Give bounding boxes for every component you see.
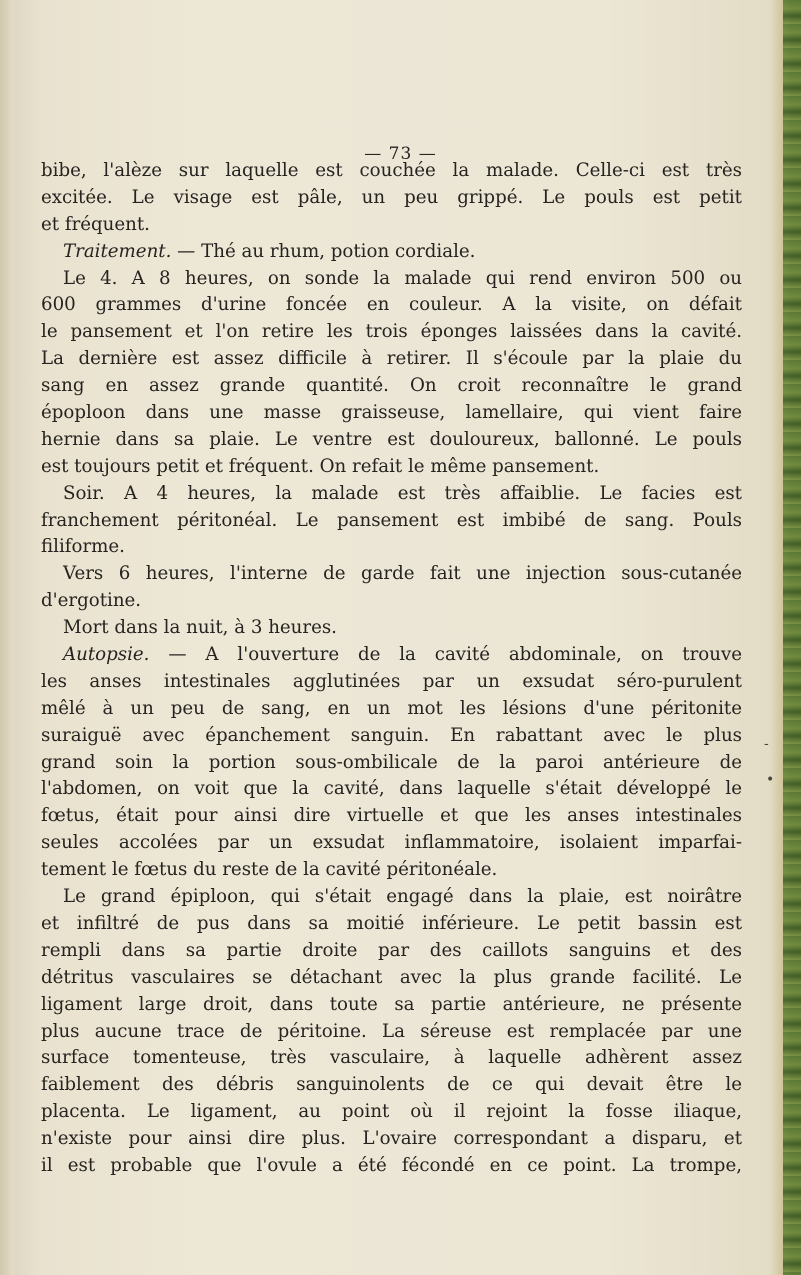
line-text: les anses intestinales agglutinées par un exsudat séro-purulent	[41, 670, 742, 692]
line-text: filiforme.	[41, 536, 125, 558]
body-text	[41, 158, 742, 1180]
line-text: tement le fœtus du reste de la cavité péritonéale.	[41, 859, 498, 881]
section-lead: Traitement.	[63, 240, 172, 262]
text-line	[41, 1126, 742, 1153]
text-line	[41, 346, 742, 373]
text-line	[41, 1072, 742, 1099]
line-text: détritus vasculaires se détachant avec la plus grande facilité. Le	[41, 966, 742, 988]
line-text: La dernière est assez difficile à retirer. Il s'écoule par la plaie du	[41, 348, 742, 370]
text-line	[41, 481, 742, 508]
page-gutter	[0, 0, 14, 1275]
line-text: Soir. A 4 heures, la malade est très affaiblie. Le facies est	[63, 482, 742, 504]
section-lead: Autopsie.	[63, 644, 150, 666]
line-text: surface tomenteuse, très vasculaire, à laquelle adhèrent assez	[41, 1047, 742, 1069]
line-text: Le grand épiploon, qui s'était engagé dans la plaie, est noirâtre	[63, 886, 742, 908]
text-line	[41, 803, 742, 830]
line-text: faiblement des débris sanguinolents de ce qui devait être le	[41, 1074, 742, 1096]
line-text: et infiltré de pus dans sa moitié inférieure. Le petit bassin est	[41, 912, 742, 934]
line-text: Vers 6 heures, l'interne de garde fait une injection sous-cutanée	[63, 563, 742, 585]
line-text: placenta. Le ligament, au point où il rejoint la fosse iliaque,	[41, 1101, 742, 1123]
text-line	[41, 669, 742, 696]
page-number: — 73 —	[364, 144, 437, 164]
text-line	[41, 1045, 742, 1072]
text-line	[41, 938, 742, 965]
text-line	[41, 1099, 742, 1126]
text-line	[41, 534, 742, 561]
line-text: mêlé à un peu de sang, en un mot les lésions d'une péritonite	[41, 697, 742, 719]
text-line	[41, 400, 742, 427]
text-line	[41, 776, 742, 803]
text-line	[41, 992, 742, 1019]
text-line	[41, 373, 742, 400]
text-line	[41, 1019, 742, 1046]
text-line	[41, 615, 742, 642]
text-line	[41, 508, 742, 535]
line-text: hernie dans sa plaie. Le ventre est douloureux, ballonné. Le pouls	[41, 428, 742, 450]
line-text: sang en assez grande quantité. On croit reconnaître le grand	[41, 375, 742, 397]
text-line	[41, 750, 742, 777]
text-line	[41, 911, 742, 938]
line-text: 600 grammes d'urine foncée en couleur. A la visite, on défait	[41, 294, 742, 316]
text-line	[41, 292, 742, 319]
line-text: Mort dans la nuit, à 3 heures.	[63, 617, 337, 639]
line-text: n'existe pour ainsi dire plus. L'ovaire correspondant a disparu, et	[41, 1128, 742, 1150]
line-text: suraiguë avec épanchement sanguin. En rabattant avec le plus	[41, 724, 742, 746]
line-text: l'abdomen, on voit que la cavité, dans laquelle s'était développé le	[41, 778, 742, 800]
text-line	[41, 588, 742, 615]
line-text: époploon dans une masse graisseuse, lamellaire, qui vient faire	[41, 402, 742, 424]
text-line	[41, 723, 742, 750]
line-text: grand soin la portion sous-ombilicale de la paroi antérieure de	[41, 751, 742, 773]
text-line	[41, 212, 742, 239]
text-line	[41, 884, 742, 911]
line-text: excitée. Le visage est pâle, un peu grippé. Le pouls est petit	[41, 186, 742, 208]
text-line	[41, 830, 742, 857]
margin-mark: -	[764, 736, 769, 752]
text-line	[41, 642, 742, 669]
text-line	[41, 266, 742, 293]
text-line	[41, 239, 742, 266]
line-text: franchement péritonéal. Le pansement est imbibé de sang. Pouls	[41, 509, 742, 531]
text-line	[41, 158, 742, 185]
line-text: est toujours petit et fréquent. On refait le même pansement.	[41, 455, 600, 477]
line-text: le pansement et l'on retire les trois éponges laissées dans la cavité.	[41, 321, 742, 343]
line-text: ligament large droit, dans toute sa partie antérieure, ne présente	[41, 993, 742, 1015]
text-line	[41, 427, 742, 454]
line-text: Le 4. A 8 heures, on sonde la malade qui rend environ 500 ou	[63, 267, 742, 289]
line-text: d'ergotine.	[41, 590, 142, 612]
text-line	[41, 696, 742, 723]
book-binding-edge	[783, 0, 801, 1275]
text-line	[41, 454, 742, 481]
text-line	[41, 185, 742, 212]
text-line	[41, 1153, 742, 1180]
line-text: et fréquent.	[41, 213, 150, 235]
line-text: seules accolées par un exsudat inflammatoire, isolaient imparfai-	[41, 832, 742, 854]
line-text: plus aucune trace de péritoine. La séreuse est remplacée par une	[41, 1020, 742, 1042]
line-text: — Thé au rhum, potion cordiale.	[171, 240, 476, 262]
line-text: — A l'ouverture de la cavité abdominale, on trouve	[149, 644, 742, 666]
text-line	[41, 965, 742, 992]
margin-mark: •	[766, 772, 775, 788]
text-line	[41, 561, 742, 588]
line-text: bibe, l'alèze sur laquelle est couchée la malade. Celle-ci est très	[41, 160, 742, 181]
line-text: fœtus, était pour ainsi dire virtuelle et que les anses intestinales	[41, 805, 742, 827]
line-text: rempli dans sa partie droite par des caillots sanguins et des	[41, 939, 742, 961]
line-text: il est probable que l'ovule a été fécondé en ce point. La trompe,	[41, 1154, 742, 1176]
text-line	[41, 857, 742, 884]
text-line	[41, 319, 742, 346]
